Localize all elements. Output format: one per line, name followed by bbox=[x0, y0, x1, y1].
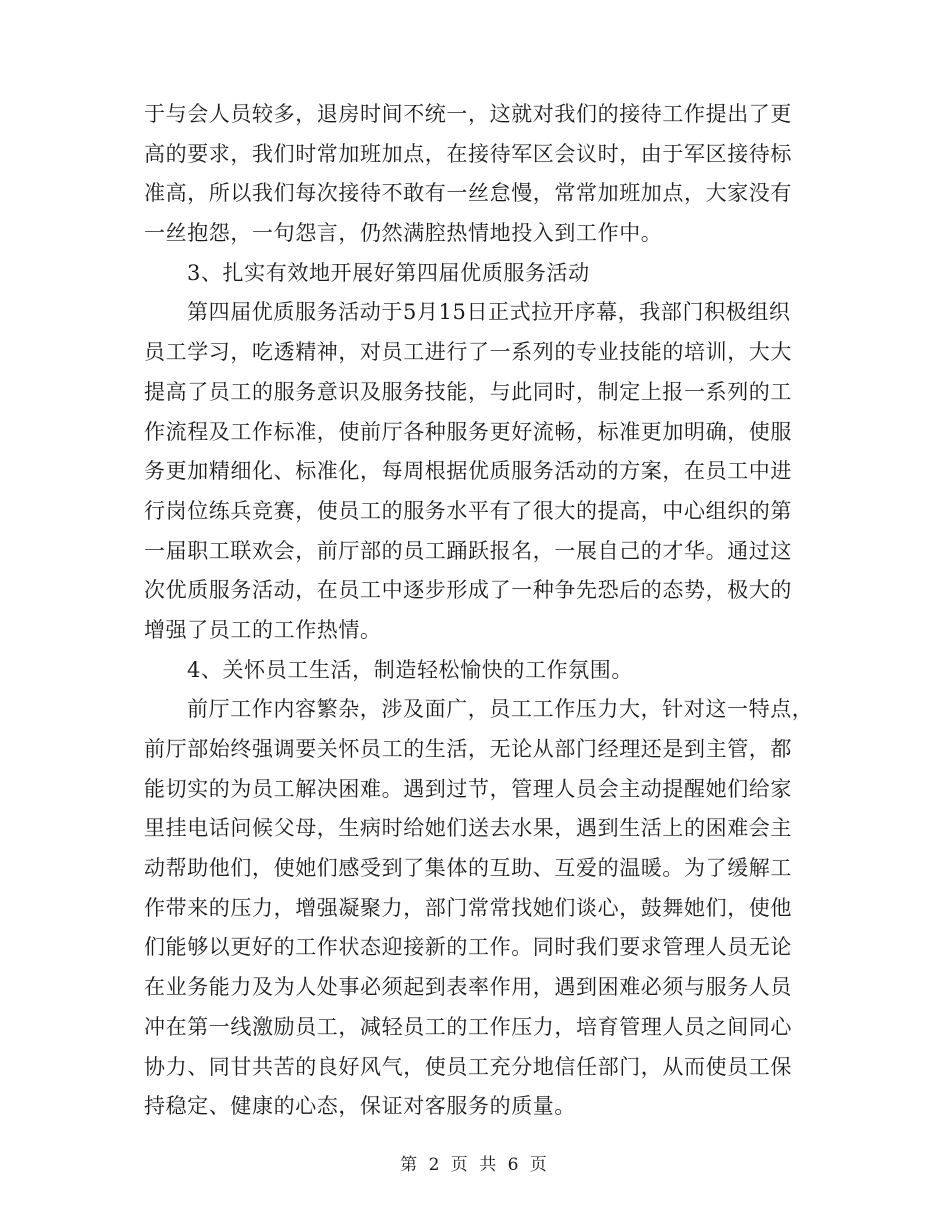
text-line: 在业务能力及为人处事必须起到表率作用，遇到困难必须与服务人员 bbox=[144, 975, 792, 1000]
text-line: 作带来的压力，增强凝聚力，部门常常找她们谈心，鼓舞她们，使他 bbox=[144, 895, 792, 920]
document-body bbox=[144, 95, 814, 1127]
section-heading-4: 4、关怀员工生活，制造轻松愉快的工作氛围。 bbox=[187, 657, 633, 682]
text-line: 员工学习，吃透精神，对员工进行了一系列的专业技能的培训，大大 bbox=[144, 340, 792, 365]
text-line: 前厅部始终强调要关怀员工的生活，无论从部门经理还是到主管，都 bbox=[144, 737, 792, 761]
text-line: 行岗位练兵竞赛，使员工的服务水平有了很大的提高，中心组织的第 bbox=[144, 498, 792, 523]
text-line: 动帮助他们，使她们感受到了集体的互助、互爱的温暖。为了缓解工 bbox=[144, 856, 792, 881]
section-heading-3: 3、扎实有效地开展好第四届优质服务活动 bbox=[187, 260, 590, 285]
paragraph-start: 前厅工作内容繁杂，涉及面广，员工工作压力大，针对这一特点， bbox=[187, 697, 814, 722]
paragraph-start: 第四届优质服务活动于5月15日正式拉开序幕，我部门积极组织 bbox=[187, 300, 791, 325]
text-line: 作流程及工作标准，使前厅各种服务更好流畅，标准更加明确，使服 bbox=[144, 419, 792, 444]
text-line: 能切实的为员工解决困难。遇到过节，管理人员会主动提醒她们给家 bbox=[144, 776, 792, 801]
text-line: 高的要求，我们时常加班加点，在接待军区会议时，由于军区接待标 bbox=[144, 141, 792, 166]
text-line: 务更加精细化、标准化，每周根据优质服务活动的方案，在员工中进 bbox=[144, 459, 792, 484]
text-line: 次优质服务活动，在员工中逐步形成了一种争先恐后的态势，极大的 bbox=[144, 578, 792, 603]
text-line: 于与会人员较多，退房时间不统一，这就对我们的接待工作提出了更 bbox=[144, 102, 792, 126]
text-line: 提高了员工的服务意识及服务技能，与此同时，制定上报一系列的工 bbox=[144, 379, 792, 404]
text-line: 持稳定、健康的心态，保证对客服务的质量。 bbox=[144, 1094, 576, 1119]
text-line: 里挂电话问候父母，生病时给她们送去水果，遇到生活上的困难会主 bbox=[144, 816, 792, 841]
text-line: 协力、同甘共苦的良好风气，使员工充分地信任部门，从而使员工保 bbox=[144, 1054, 792, 1079]
text-line: 们能够以更好的工作状态迎接新的工作。同时我们要求管理人员无论 bbox=[144, 935, 792, 960]
text-line: 一届职工联欢会，前厅部的员工踊跃报名，一展自己的才华。通过这 bbox=[144, 538, 792, 563]
text-line: 冲在第一线激励员工，减轻员工的工作压力，培育管理人员之间同心 bbox=[144, 1014, 792, 1039]
page-number-footer: 第 2 页 共 6 页 bbox=[400, 1155, 550, 1175]
text-line: 增强了员工的工作热情。 bbox=[144, 617, 382, 642]
text-line: 准高，所以我们每次接待不敢有一丝怠慢，常常加班加点，大家没有 bbox=[144, 181, 792, 206]
text-line: 一丝抱怨，一句怨言，仍然满腔热情地投入到工作中。 bbox=[144, 221, 663, 246]
